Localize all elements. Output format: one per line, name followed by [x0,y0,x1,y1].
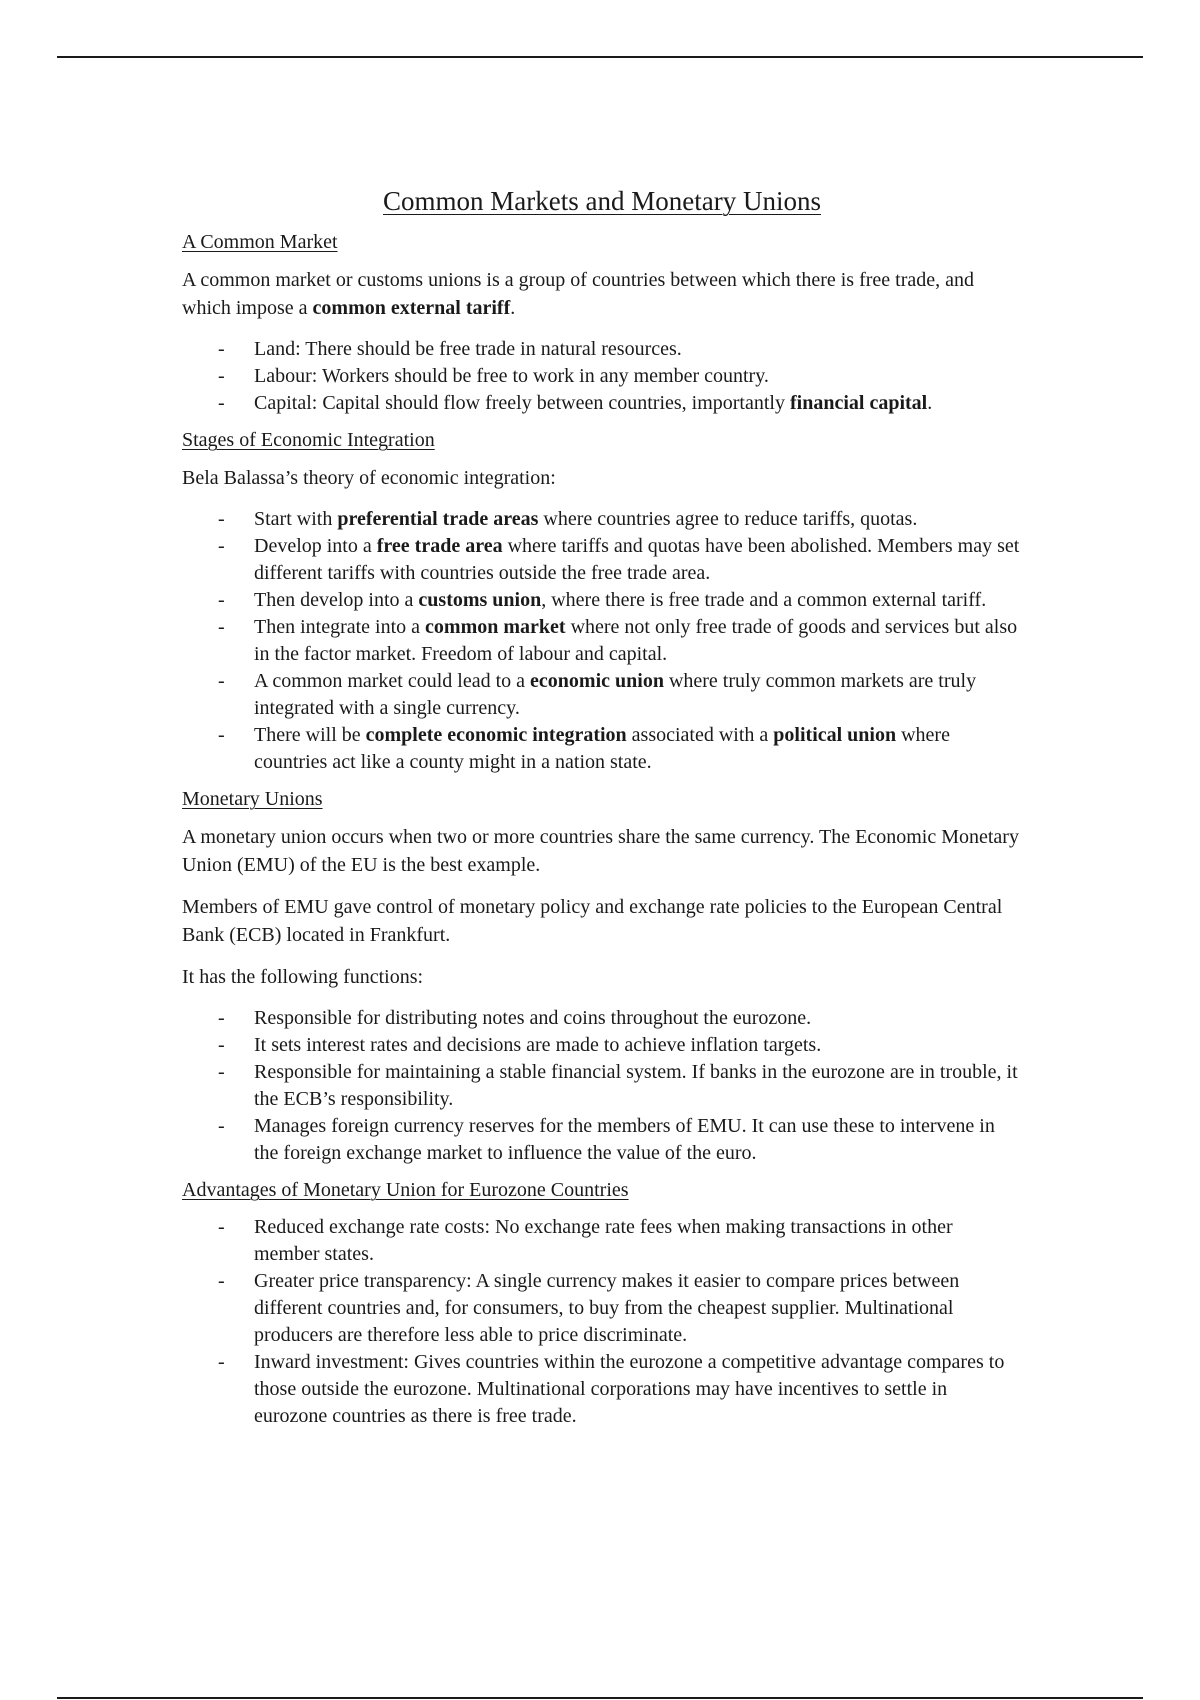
list-item: - It sets interest rates and decisions are made to achieve inflation targets. [254,1032,1022,1059]
list-item: - Labour: Workers should be free to work in any member country. [254,363,1022,390]
list-item: - Capital: Capital should flow freely between countries, importantly financial capital. [254,390,1022,417]
heading-stages: Stages of Economic Integration [182,429,435,451]
footer-rule [57,1697,1143,1699]
list-item: - Responsible for distributing notes and coins throughout the eurozone. [254,1005,1022,1032]
list-item: - Manages foreign currency reserves for the members of EMU. It can use these to intervene in the foreign exchange market to influence the value of the euro. [254,1113,1022,1167]
list-item: - Inward investment: Gives countries within the eurozone a competitive advantage compares to those outside the eurozone. Multinational corporations may have incentives to settle in eurozone countries as there is free trade. [254,1349,1022,1430]
list-item: - There will be complete economic integration associated with a political union where countries act like a county might in a nation state. [254,722,1022,776]
stages-list [182,506,1022,776]
list-item: - Then integrate into a common market where not only free trade of goods and services but also in the factor market. Freedom of labour and capital. [254,614,1022,668]
common-market-list [182,336,1022,417]
list-item: - Land: There should be free trade in natural resources. [254,336,1022,363]
list-item: - Reduced exchange rate costs: No exchange rate fees when making transactions in other member states. [254,1214,1022,1268]
list-item: - Greater price transparency: A single currency makes it easier to compare prices between different countries and, for consumers, to buy from the cheapest supplier. Multinational producers are therefore less able to price discriminate. [254,1268,1022,1349]
list-item: - A common market could lead to a economic union where truly common markets are truly integrated with a single currency. [254,668,1022,722]
monetary-unions-para-1: A monetary union occurs when two or more countries share the same currency. The Economic Monetary Union (EMU) of the EU is the best example. [182,826,1019,876]
header-rule [57,56,1143,58]
stages-intro: Bela Balassa’s theory of economic integration: [182,467,556,489]
common-market-intro: A common market or customs unions is a group of countries between which there is free trade, and which impose a common external tariff. [182,269,975,319]
list-item: - Then develop into a customs union, where there is free trade and a common external tariff. [254,587,1022,614]
heading-monetary-unions: Monetary Unions [182,788,323,810]
list-item: - Develop into a free trade area where tariffs and quotas have been abolished. Members may set different tariffs with countries outside the free trade area. [254,533,1022,587]
heading-advantages: Advantages of Monetary Union for Eurozone Countries [182,1179,629,1201]
heading-common-market: A Common Market [182,231,338,253]
ecb-functions-list [182,1005,1022,1167]
list-item: - Start with preferential trade areas where countries agree to reduce tariffs, quotas. [254,506,1022,533]
document-body [182,186,1022,1442]
advantages-list [182,1214,1022,1430]
page-title: Common Markets and Monetary Unions [383,186,821,216]
list-item: - Responsible for maintaining a stable financial system. If banks in the eurozone are in trouble, it the ECB’s responsibility. [254,1059,1022,1113]
monetary-unions-para-3: It has the following functions: [182,966,424,988]
monetary-unions-para-2: Members of EMU gave control of monetary policy and exchange rate policies to the European Central Bank (ECB) located in Frankfurt. [182,896,1003,946]
